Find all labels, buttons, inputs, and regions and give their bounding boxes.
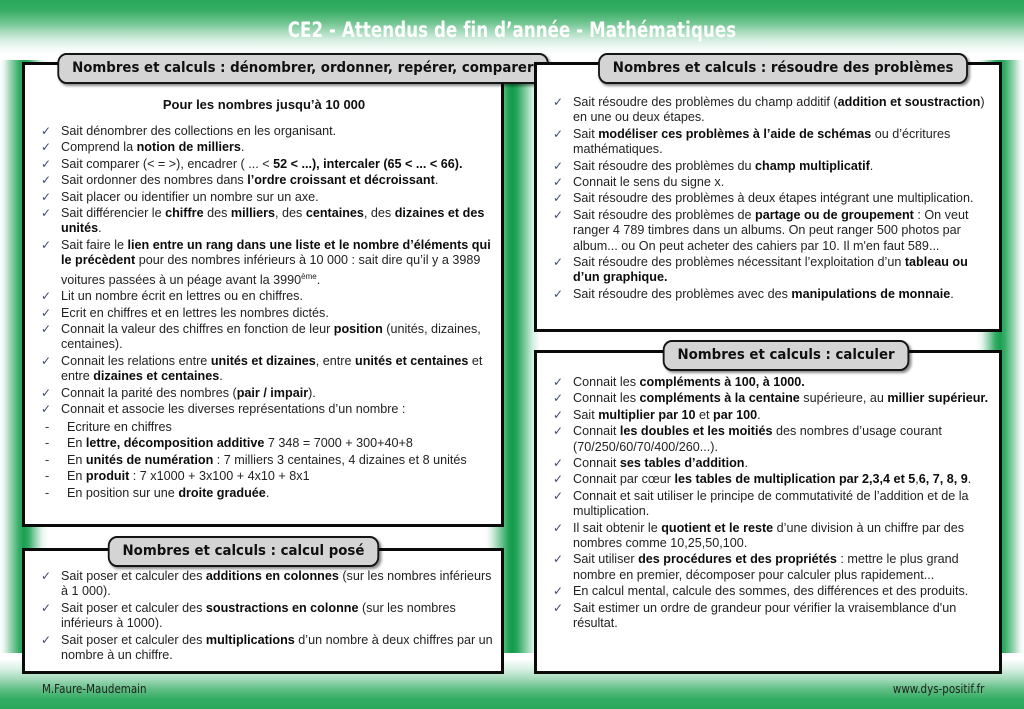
panel-body: [537, 65, 999, 309]
sub-list-item: [35, 419, 493, 436]
list-item-text: Sait résoudre des problèmes du champ additif (addition et soustraction) en une ou deux étapes.: [573, 95, 985, 125]
check-icon: ✓: [553, 95, 564, 109]
list-item-text: Connait la parité des nombres (pair / impair).: [61, 385, 316, 400]
footer-website: www.dys-positif.fr: [892, 682, 984, 696]
checklist-calculer: [547, 375, 991, 632]
panel-calculer: [534, 350, 1002, 674]
list-item: [547, 208, 991, 254]
panel-header-calcul-pose: Nombres et calculs : calcul posé: [108, 536, 379, 567]
list-item-text: Sait faire le lien entre un rang dans une liste et le nombre d’éléments qui le précèdent pour des nombres inférieurs à 10 000 : sait dire qu’il y a 3989 voitures passées à un péage avant la 3990ème.: [61, 237, 491, 287]
list-item: [35, 206, 493, 237]
list-item: [35, 354, 493, 385]
list-item: [547, 424, 991, 455]
check-icon: ✓: [553, 424, 564, 439]
check-icon: ✓: [41, 124, 52, 138]
list-item: [547, 127, 991, 158]
check-icon: ✓: [41, 189, 52, 204]
list-item-text: Connait le sens du signe x.: [573, 175, 725, 190]
check-icon: ✓: [553, 191, 564, 206]
check-icon: ✓: [41, 289, 52, 304]
list-item-text: Connait les compléments à 100, à 1000.: [573, 375, 805, 389]
check-icon: ✓: [41, 600, 52, 615]
check-icon: ✓: [553, 472, 564, 487]
list-item-text: Sait placer ou identifier un nombre sur un axe.: [61, 189, 319, 204]
list-item: [35, 124, 493, 139]
list-item-text: Sait poser et calculer des soustractions en colonne (sur les nombres inférieurs à 1000).: [61, 600, 456, 631]
list-item-text: Sait utiliser des procédures et des propriétés : mettre le plus grand nombre en premier, décomposer pour calculer plus rapidement...: [573, 552, 959, 582]
check-icon: ✓: [41, 569, 52, 583]
sub-list-item-text: En position sur une droite graduée.: [67, 485, 270, 500]
list-item: [547, 175, 991, 190]
list-item-text: Connait les doubles et les moitiés des nombres d’usage courant (70/250/60/70/400/260...).: [573, 424, 942, 454]
panel-subtitle: Pour les nombres jusqu’à 10 000: [162, 97, 366, 112]
sub-list-item: [35, 468, 493, 485]
check-icon: ✓: [553, 407, 564, 422]
sub-list-item-text: En produit : 7 x1000 + 3x100 + 4x10 + 8x1: [67, 469, 310, 483]
sublist-representations: [35, 419, 493, 502]
list-item-text: Ecrit en chiffres et en lettres les nombres dictés.: [61, 305, 329, 320]
check-icon: ✓: [41, 322, 52, 337]
list-item-text: Connait les compléments à la centaine supérieure, au millier supérieur.: [573, 391, 989, 406]
list-item-text: Sait poser et calculer des additions en colonnes (sur les nombres inférieurs à 1 000).: [61, 569, 492, 599]
panel-body: [537, 353, 999, 639]
list-item-text: Connait et sait utiliser le principe de commutativité de l’addition et de la multiplication.: [573, 488, 969, 519]
list-item: [547, 287, 991, 302]
check-icon: ✓: [553, 488, 564, 503]
check-icon: ✓: [553, 552, 564, 567]
check-icon: ✓: [553, 584, 564, 599]
list-item: [35, 157, 493, 172]
list-item: [547, 521, 991, 552]
checklist-calcul-pose: [35, 569, 493, 663]
dash-icon: -: [45, 485, 50, 500]
check-icon: ✓: [553, 126, 564, 141]
panel-body: [25, 551, 501, 670]
list-item: [547, 489, 991, 520]
panel-denombrer-ordonner-reperer-comparer: [22, 62, 504, 527]
list-item-text: Sait résoudre des problèmes de partage ou de groupement : On veut ranger 4 789 timbres dans un albums. On peut ranger 500 photos par album... ou On peut acheter des cahiers par 10. Il m'en faut 589...: [573, 207, 969, 253]
list-item-text: Sait résoudre des problèmes nécessitant l’exploitation d’un tableau ou d’un graphique.: [573, 255, 968, 285]
list-item-text: Il sait obtenir le quotient et le reste d’une division à un chiffre par des nombres comme 10,25,50,100.: [573, 520, 965, 551]
list-item: [547, 391, 991, 406]
footer-author: M.Faure-Maudemain: [42, 682, 147, 696]
list-item-text: Connait ses tables d’addition.: [573, 456, 748, 471]
list-item: [547, 601, 991, 632]
check-icon: ✓: [41, 140, 52, 155]
check-icon: ✓: [41, 237, 52, 252]
list-item: [35, 569, 493, 600]
list-item-text: Sait résoudre des problèmes à deux étapes intégrant une multiplication.: [573, 191, 974, 206]
check-icon: ✓: [553, 158, 564, 173]
sub-list-item-text: En lettre, décomposition additive 7 348 = 7000 + 300+40+8: [67, 436, 413, 450]
panel-header-problemes: Nombres et calculs : résoudre des problèmes: [598, 53, 968, 84]
list-item-text: Sait modéliser ces problèmes à l’aide de schémas ou d’écritures mathématiques.: [573, 126, 951, 157]
list-item: [547, 408, 991, 423]
dash-icon: -: [45, 419, 50, 434]
list-item-text: Sait poser et calculer des multiplications d’un nombre à deux chiffres par un nombre à un chiffre.: [61, 632, 493, 663]
list-item-text: Connait et associe les diverses représentations d’un nombre :: [61, 402, 406, 417]
list-item: [547, 375, 991, 390]
checklist-denombrer: [35, 124, 493, 418]
page-title: CE2 - Attendus de fin d’année - Mathématiques: [287, 18, 737, 43]
list-item: [547, 255, 991, 286]
list-item: [547, 191, 991, 206]
dash-icon: -: [45, 436, 50, 450]
sub-list-item-text: Ecriture en chiffres: [67, 419, 172, 434]
panel-header-calculer: Nombres et calculs : calculer: [663, 340, 910, 371]
sub-list-item-text: En unités de numération : 7 milliers 3 centaines, 4 dizaines et 8 unités: [67, 452, 467, 467]
list-item-text: Sait multiplier par 10 et par 100.: [573, 407, 761, 422]
check-icon: ✓: [553, 391, 564, 406]
checklist-problemes: [547, 95, 991, 302]
list-item: [35, 140, 493, 155]
list-item-text: Sait différencier le chiffre des milliers, des centaines, des dizaines et des unités.: [61, 206, 485, 236]
check-icon: ✓: [553, 255, 564, 270]
list-item: [35, 601, 493, 632]
check-icon: ✓: [41, 632, 52, 647]
check-icon: ✓: [41, 385, 52, 400]
check-icon: ✓: [553, 286, 564, 301]
dash-icon: -: [45, 452, 50, 467]
check-icon: ✓: [41, 402, 52, 417]
check-icon: ✓: [553, 375, 564, 389]
check-icon: ✓: [553, 175, 564, 190]
check-icon: ✓: [553, 520, 564, 535]
sub-list-item: [35, 435, 493, 452]
list-item: [547, 95, 991, 126]
list-item: [35, 173, 493, 188]
list-item-text: Sait résoudre des problèmes avec des manipulations de monnaie.: [573, 286, 954, 301]
list-item: [35, 289, 493, 304]
check-icon: ✓: [553, 207, 564, 222]
check-icon: ✓: [553, 600, 564, 615]
sub-list-item: [35, 452, 493, 469]
list-item-text: Sait résoudre des problèmes du champ multiplicatif.: [573, 158, 874, 173]
panel-resoudre-des-problemes: [534, 62, 1002, 332]
list-item-text: Sait estimer un ordre de grandeur pour vérifier la vraisemblance d'un résultat.: [573, 600, 957, 631]
list-item: [547, 472, 991, 487]
list-item: [35, 306, 493, 321]
list-item: [35, 402, 493, 417]
list-item-text: Sait ordonner des nombres dans l’ordre croissant et décroissant.: [61, 173, 439, 188]
panel-body: [25, 65, 501, 507]
list-item: [35, 190, 493, 205]
list-item: [547, 584, 991, 599]
list-item: [35, 633, 493, 664]
panel-header-denombrer: Nombres et calculs : dénombrer, ordonner, repérer, comparer: [57, 53, 548, 84]
list-item-text: Sait dénombrer des collections en les organisant.: [61, 124, 337, 138]
list-item: [547, 552, 991, 583]
check-icon: ✓: [41, 156, 52, 171]
list-item-text: Lit un nombre écrit en lettres ou en chiffres.: [61, 289, 303, 304]
check-icon: ✓: [41, 305, 52, 320]
check-icon: ✓: [41, 173, 52, 188]
list-item-text: Sait comparer (< = >), encadrer ( ... < 52 < ...), intercaler (65 < ... < 66).: [61, 156, 463, 171]
list-item: [547, 159, 991, 174]
list-item-text: Connait les relations entre unités et dizaines, entre unités et centaines et entre dizaines et centaines.: [61, 353, 483, 384]
list-item-text: Connait la valeur des chiffres en fonction de leur position (unités, dizaines, centaines).: [61, 322, 481, 352]
list-item: [35, 238, 493, 288]
list-item-text: Connait par cœur les tables de multiplication par 2,3,4 et 5,6, 7, 8, 9.: [573, 472, 972, 487]
list-item-text: En calcul mental, calcule des sommes, des différences et des produits.: [573, 584, 969, 599]
sub-list-item: [35, 485, 493, 502]
list-item: [547, 456, 991, 471]
list-item: [35, 386, 493, 401]
list-item: [35, 322, 493, 353]
list-item-text: Comprend la notion de milliers.: [61, 140, 245, 155]
check-icon: ✓: [41, 206, 52, 221]
check-icon: ✓: [553, 456, 564, 471]
dash-icon: -: [45, 469, 50, 483]
check-icon: ✓: [41, 353, 52, 368]
